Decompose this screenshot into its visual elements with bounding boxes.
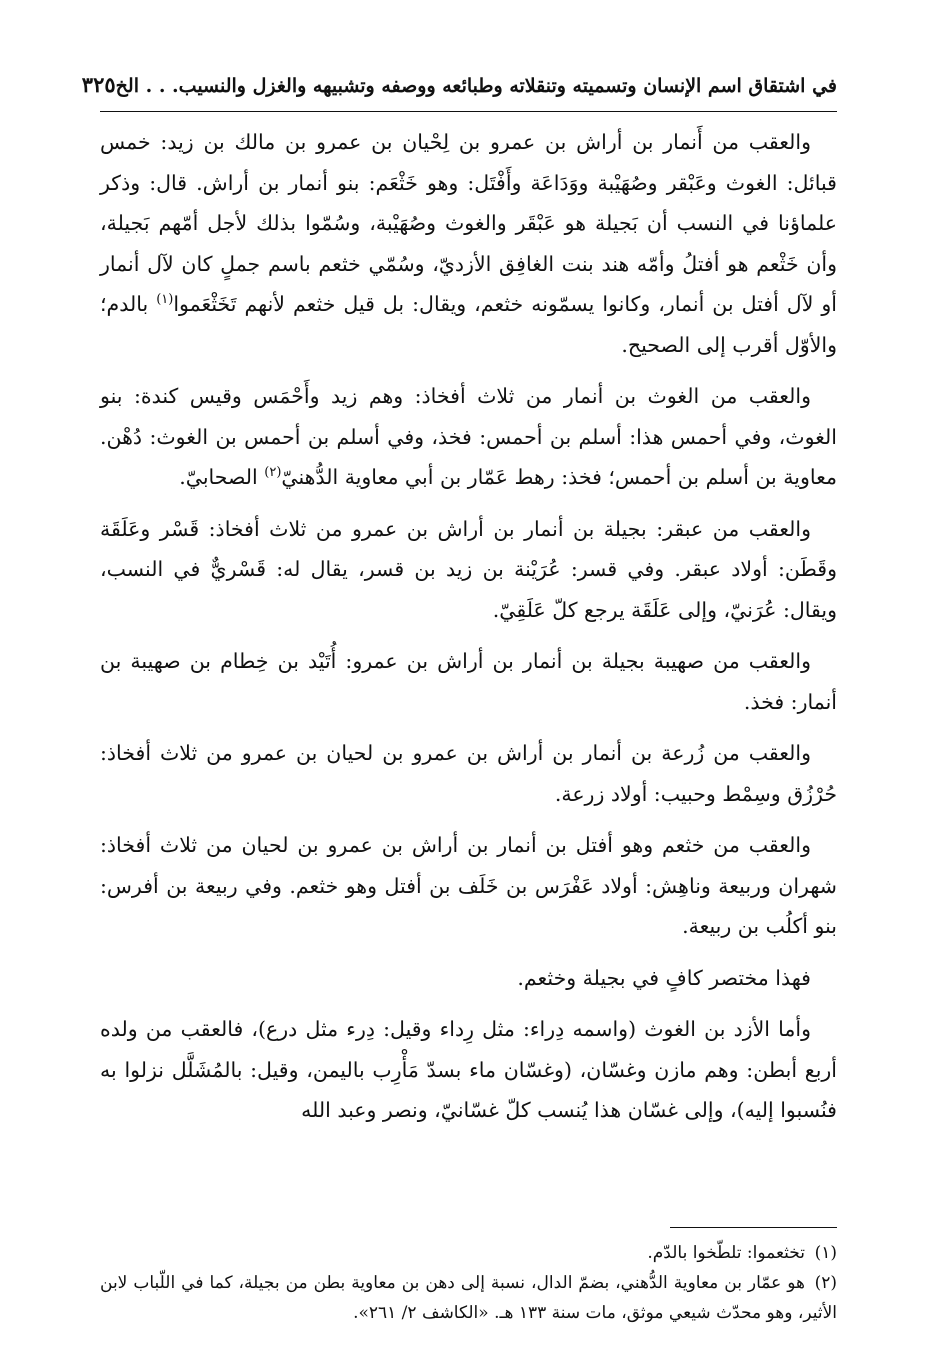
footnote-text: هو عمّار بن معاوية الدُّهني، بضمّ الدال، نسبة إلى دهن بن معاوية بطن من بجيلة، كما في اللّباب لابن الأثير، وهو محدّث شيعي موثق، مات سنة ١٣٣ هـ. «الكاشف ٢/ ٢٦١».: [100, 1272, 837, 1323]
footnote-divider: [670, 1227, 837, 1228]
header-divider: [100, 111, 837, 112]
footnotes: [100, 1238, 837, 1328]
paragraph: والعقب من صهيبة بجيلة بن أنمار بن أراش بن عمرو: أُتَيْد بن خِطام بن صهيبة بن أنمار: فخذ.: [100, 649, 837, 714]
paragraph: وأما الأزد بن الغوث (واسمه دِراء: مثل رِداء وقيل: دِرء مثل درع)، فالعقب من ولده أربع أبطن: وهم مازن وغسّان، (وغسّان ماء بسدّ مَأْرِب باليمن، وقيل: بالمُشَلَّل نزلوا به فنُسبوا إليه)، وإلى غسّان هذا يُنسب كلّ غسّانيّ، ونصر وعبد الله: [100, 1017, 837, 1122]
footnote: [100, 1238, 837, 1268]
footnote: [100, 1268, 837, 1328]
main-text: [100, 122, 837, 1131]
page-number: ٣٢٥: [81, 72, 116, 97]
footnote-reference: (٢): [264, 465, 282, 481]
footnote-mark: (٢): [814, 1272, 837, 1293]
paragraph: والعقب من أَنمار بن أراش بن عمرو بن لِحْيان بن عمرو بن مالك بن زيد: خمس قبائل: الغوث وعَبْقر وصُهَيْبة ووَدَاعَة وأَفْتَل: وهو خَثْعَم: بنو أنمار بن أراش. قال: وذكر علماؤنا في النسب أن بَجيلة هو عَبْقَر والغوث وصُهَيْبة، وسُمّوا بذلك لأجل أمّهم بَجيلة، وأن خَثْعم هو أفتلُ وأمّه هند بنت الغافِق الأزديّ، وسُمّي خثعم باسم جملٍ كان لآل أنمار أو لآل أفتل بن أنمار، وكانوا يسمّونه خثعم، ويقال: بل قيل خثعم لأنهم تَخَثْعَموا$^{(١)}$ بالدم؛ والأوّل أقرب إلى الصحيح.: [100, 130, 837, 357]
paragraph: والعقب من خثعم وهو أفتل بن أنمار بن أراش بن عمرو بن لحيان من ثلاث أفخاذ: شهران وربيعة وناهِش: أولاد عَفْرَس بن خَلَف بن أفتل وهو خثعم. وفي ربيعة بن أفرس: بنو أكلُب بن ربيعة.: [100, 833, 837, 938]
paragraph: والعقب من الغوث بن أنمار من ثلاث أفخاذ: وهم زيد وأَحْمَس وقيس كندة: بنو الغوث، وفي أحمس هذا: أسلم بن أحمس: فخذ، وفي أسلم بن أحمس بن الغوث: دُهْن. معاوية بن أسلم بن أحمس؛ فخذ: رهط عَمّار بن أبي معاوية الدُّهنيّ$^{(٢)}$ الصحابيّ.: [100, 384, 837, 489]
paragraph: فهذا مختصر كافٍ في بجيلة وخثعم.: [517, 965, 811, 990]
footnote-mark: (١): [814, 1242, 837, 1263]
footnote-reference: (١): [156, 292, 174, 308]
footnote-text: تخثعموا: تلطّخوا بالدّم.: [647, 1242, 805, 1263]
running-title: في اشتقاق اسم الإنسان وتسميته وتنقلاته وطبائعه ووصفه وتشبيهه والغزل والنسيب. . . الخ: [115, 75, 837, 97]
paragraph: والعقب من زُرعة بن أنمار بن أراش بن عمرو بن لحيان بن عمرو من ثلاث أفخاذ: حُرْزُق وسِمْط وحبيب: أولاد زرعة.: [100, 741, 837, 806]
running-header: [81, 70, 837, 101]
paragraph: والعقب من عبقر: بجيلة بن أنمار بن أراش بن عمرو من ثلاث أفخاذ: قَسْر وعَلَقَة وقَطَن: أولاد عبقر. وفي قسر: عُرَيْنة بن زيد بن قسر، يقال له: قَسْريٌّ في النسب، ويقال: عُرَنيّ، وإلى عَلَقَة يرجع كلّ عَلَقِيّ.: [100, 516, 837, 622]
